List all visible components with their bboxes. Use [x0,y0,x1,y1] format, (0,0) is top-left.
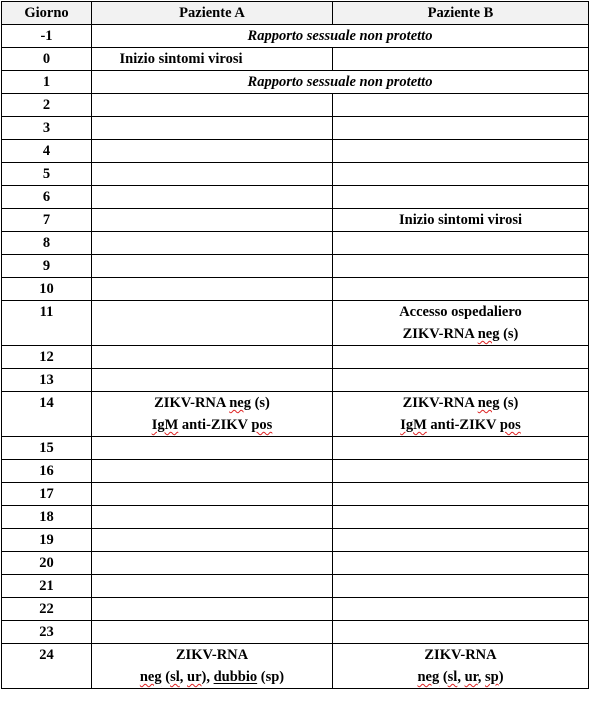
event-line: ZIKV-RNA [424,647,497,663]
sample-text: (s) [499,395,519,411]
table-row [2,140,589,163]
patient-a-cell [92,232,333,255]
table-row [2,71,589,94]
patient-b-cell [333,644,589,689]
patient-a-cell [92,278,333,301]
patient-b-cell [333,369,589,392]
patient-a-cell [92,483,333,506]
table-row [2,163,589,186]
event-line [96,666,328,688]
patient-b-cell [333,437,589,460]
test-name: IgM [151,417,179,433]
table-row [2,644,589,689]
patient-a-cell [92,346,333,369]
day-cell: 8 [2,232,92,255]
day-cell: 7 [2,209,92,232]
day-cell: 4 [2,140,92,163]
table-row [2,460,589,483]
result-text: pos [251,417,273,433]
sample-text: ur [464,669,478,685]
header-day: Giorno [2,2,92,25]
day-cell: 21 [2,575,92,598]
patient-b-cell [333,232,589,255]
result-text: neg [417,669,440,685]
patient-a-cell [92,140,333,163]
sample-text: , [477,669,485,685]
patient-a-cell [92,301,333,346]
result-text: pos [499,417,521,433]
test-name: ZIKV-RNA [154,395,230,411]
day-cell: 6 [2,186,92,209]
test-name: ZIKV-RNA [402,395,478,411]
shared-event-cell: Rapporto sessuale non protetto [92,71,589,94]
day-cell: 10 [2,278,92,301]
result-text: neg [477,395,500,411]
patient-a-cell [92,48,333,71]
table-row [2,392,589,437]
day-cell: 9 [2,255,92,278]
table-row [2,94,589,117]
table-row [2,529,589,552]
result-text: dubbio [213,669,258,685]
patient-b-cell [333,575,589,598]
patient-b-cell [333,278,589,301]
header-patient-b: Paziente B [333,2,589,25]
patient-b-cell [333,529,589,552]
day-cell: 15 [2,437,92,460]
day-cell: 23 [2,621,92,644]
patient-a-cell [92,186,333,209]
patient-a-cell [92,117,333,140]
test-name: anti-ZIKV [178,417,252,433]
patient-b-cell [333,392,589,437]
patient-b-cell [333,48,589,71]
patient-a-cell [92,575,333,598]
patient-b-cell [333,255,589,278]
table-row [2,575,589,598]
header-row [2,2,589,25]
patient-b-cell [333,621,589,644]
event-line [337,666,584,688]
sample-text: (sp) [257,669,285,685]
patient-b-cell [333,186,589,209]
patient-a-cell [92,598,333,621]
sample-text: , [457,669,465,685]
sample-text: sl [170,669,180,685]
sample-text: ( [161,669,171,685]
day-cell: 19 [2,529,92,552]
table-row [2,483,589,506]
timeline-table [1,1,589,689]
patient-b-cell [333,94,589,117]
day-cell: 0 [2,48,92,71]
test-name: anti-ZIKV [426,417,500,433]
patient-b-cell: Inizio sintomi virosi [333,209,589,232]
patient-b-cell [333,506,589,529]
patient-a-cell [92,644,333,689]
patient-a-cell [92,94,333,117]
result-text: neg [229,395,251,411]
result-text: neg [139,669,162,685]
table-row [2,117,589,140]
day-cell: 22 [2,598,92,621]
table-row [2,621,589,644]
patient-a-cell [92,437,333,460]
event-line: ZIKV-RNA [175,647,249,663]
event-line [96,414,328,436]
event-line: Accesso ospedaliero [399,304,522,320]
sample-text: ( [439,669,448,685]
shared-event-cell: Rapporto sessuale non protetto [92,25,589,48]
patient-a-text: Inizio sintomi virosi [119,51,243,67]
patient-b-cell [333,460,589,483]
test-name: IgM [400,417,427,433]
day-cell: 3 [2,117,92,140]
table-row [2,506,589,529]
patient-b-cell [333,346,589,369]
event-line [337,323,584,345]
day-cell: 17 [2,483,92,506]
table-row [2,232,589,255]
patient-a-cell [92,163,333,186]
patient-b-cell [333,301,589,346]
table-row [2,346,589,369]
patient-b-cell [333,552,589,575]
patient-a-cell [92,392,333,437]
sample-text: sp [485,669,499,685]
event-line [337,392,584,414]
sample-text: sl [447,669,458,685]
patient-a-cell [92,369,333,392]
sample-text: (s) [499,326,519,342]
day-cell: 11 [2,301,92,346]
patient-a-cell [92,209,333,232]
day-cell: 18 [2,506,92,529]
table-row [2,552,589,575]
day-cell: 20 [2,552,92,575]
patient-a-cell [92,552,333,575]
event-line [337,414,584,436]
day-cell: -1 [2,25,92,48]
table-row [2,186,589,209]
sample-text: (s) [250,395,270,411]
table-row [2,369,589,392]
patient-b-cell [333,140,589,163]
patient-b-cell [333,598,589,621]
patient-a-cell [92,529,333,552]
day-cell: 13 [2,369,92,392]
table-row [2,437,589,460]
result-text: neg [477,326,500,342]
patient-b-cell [333,483,589,506]
patient-b-cell [333,163,589,186]
table-row [2,301,589,346]
patient-b-cell [333,117,589,140]
table-row [2,209,589,232]
event-line [96,392,328,414]
day-cell: 2 [2,94,92,117]
sample-text: ), [201,669,214,685]
day-cell: 16 [2,460,92,483]
sample-text: ur [187,669,202,685]
table-row [2,48,589,71]
table-row [2,598,589,621]
day-cell: 12 [2,346,92,369]
day-cell: 14 [2,392,92,437]
test-name: ZIKV-RNA [402,326,478,342]
table-row [2,278,589,301]
patient-a-cell [92,460,333,483]
day-cell: 24 [2,644,92,689]
patient-a-cell [92,255,333,278]
header-patient-a: Paziente A [92,2,333,25]
sample-text: ) [498,669,504,685]
table-row [2,255,589,278]
day-cell: 5 [2,163,92,186]
sample-text: , [179,669,187,685]
day-cell: 1 [2,71,92,94]
patient-a-cell [92,506,333,529]
patient-a-cell [92,621,333,644]
table-row [2,25,589,48]
